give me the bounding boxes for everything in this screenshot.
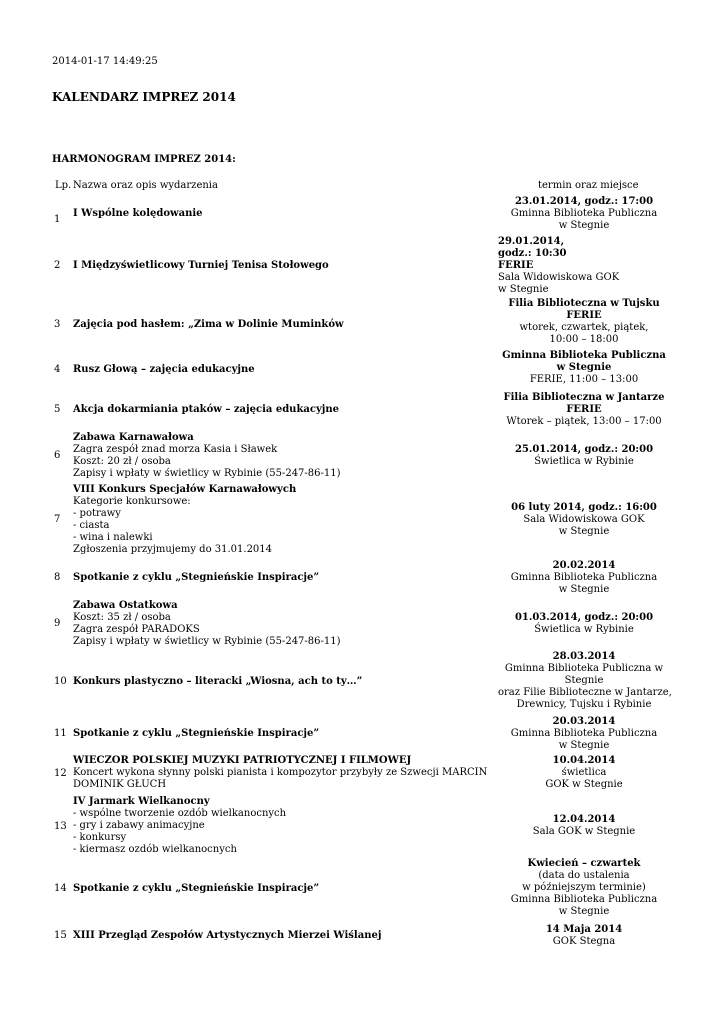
event-date-place-line: Sala Widowiskowa GOK <box>498 272 620 283</box>
event-date-place-line: Gminna Biblioteka Publiczna <box>510 894 658 905</box>
event-number: 3 <box>54 319 61 330</box>
event-date-place-line: w Stegnie <box>558 584 610 595</box>
event-description-line: Zagra zespół znad morza Kasia i Sławek <box>73 444 278 455</box>
event-date-place <box>498 814 670 838</box>
event-description-line: Zapisy i wpłaty w świetlicy w Rybinie (55-247-86-11) <box>73 636 341 647</box>
event-date-place <box>498 350 670 386</box>
event-number: 6 <box>54 450 61 461</box>
event-date-place-line: 20.02.2014 <box>552 560 616 571</box>
event-date-place-line: 01.03.2014, godz.: 20:00 <box>514 612 654 623</box>
event-number: 4 <box>54 364 61 375</box>
column-header-lp: Lp. <box>55 180 72 191</box>
event-description-line: Konkurs plastyczno – literacki „Wiosna, ach to ty…” <box>73 676 363 687</box>
event-date-place <box>498 924 670 948</box>
event-description-line: Zajęcia pod hasłem: „Zima w Dolinie Muminków <box>73 319 344 330</box>
event-date-place-line: 06 luty 2014, godz.: 16:00 <box>511 502 657 513</box>
event-description-line: Spotkanie z cyklu „Stegnieńskie Inspiracje” <box>73 728 320 739</box>
event-date-place-line: Gminna Biblioteka Publiczna <box>510 572 658 583</box>
event-date-place <box>498 392 670 428</box>
event-date-place-line: 28.03.2014 <box>552 651 616 662</box>
event-description-line: I Międzyświetlicowy Turniej Tenisa Stołowego <box>73 260 329 271</box>
section-title: HARMONOGRAM IMPREZ 2014: <box>52 154 236 165</box>
event-date-place <box>498 298 670 346</box>
event-date-place-line: Świetlica w Rybinie <box>534 624 634 635</box>
event-description <box>73 676 473 688</box>
event-date-place-line: 20.03.2014 <box>552 716 616 727</box>
event-date-place <box>498 858 670 918</box>
event-description <box>73 484 473 556</box>
event-date-place-line: GOK w Stegnie <box>545 779 623 790</box>
event-date-place-line: 29.01.2014, <box>498 236 565 247</box>
event-description-line: Zapisy i wpłaty w świetlicy w Rybinie (55-247-86-11) <box>73 468 341 479</box>
event-date-place-line: Gminna Biblioteka Publiczna <box>510 208 658 219</box>
print-timestamp: 2014-01-17 14:49:25 <box>52 56 158 67</box>
event-description <box>73 930 473 942</box>
event-number: 7 <box>54 514 61 525</box>
event-date-place <box>498 651 670 711</box>
event-date-place-line: Sala Widowiskowa GOK <box>523 514 645 525</box>
event-number: 8 <box>54 572 61 583</box>
event-date-place-line: Gminna Biblioteka Publiczna <box>510 728 658 739</box>
event-date-place-line: Filia Biblioteczna w Jantarze <box>503 392 665 403</box>
event-number: 12 <box>54 768 67 779</box>
event-date-place-line: Świetlica w Rybinie <box>534 456 634 467</box>
event-date-place-line: Wtorek – piątek, 13:00 – 17:00 <box>506 416 662 427</box>
event-date-place-line: FERIE <box>498 260 534 271</box>
event-date-place-line: Stegnie <box>564 675 604 686</box>
event-date-place-line: 12.04.2014 <box>552 814 616 825</box>
event-description-line: Spotkanie z cyklu „Stegnieńskie Inspiracje” <box>73 572 320 583</box>
event-date-place <box>498 612 670 636</box>
event-date-place-line: FERIE <box>566 404 602 415</box>
event-date-place <box>498 560 670 596</box>
event-date-place-line: Drewnicy, Tujsku i Rybinie <box>516 699 652 710</box>
event-date-place-line: oraz Filie Biblioteczne w Jantarze, <box>498 687 672 698</box>
event-description-line: Zabawa Karnawałowa <box>73 432 194 443</box>
event-description-line: Koszt: 20 zł / osoba <box>73 456 171 467</box>
event-description-line: XIII Przegląd Zespołów Artystycznych Mierzei Wiślanej <box>73 930 382 941</box>
event-date-place-line: 10:00 – 18:00 <box>549 334 619 345</box>
event-number: 10 <box>54 676 67 687</box>
event-description <box>73 432 473 480</box>
event-number: 11 <box>54 728 67 739</box>
event-number: 9 <box>54 618 61 629</box>
event-description-line: - gry i zabawy animacyjne <box>73 820 205 831</box>
event-description <box>73 572 473 584</box>
event-date-place-line: Gminna Biblioteka Publiczna w <box>504 663 664 674</box>
event-date-place-line: w Stegnie <box>558 906 610 917</box>
event-date-place-line: Kwiecień – czwartek <box>527 858 641 869</box>
event-date-place-line: 14 Maja 2014 <box>545 924 623 935</box>
event-description-line: IV Jarmark Wielkanocny <box>73 796 210 807</box>
event-date-place-line: godz.: 10:30 <box>498 248 567 259</box>
event-description <box>73 208 473 220</box>
event-date-place-line: w Stegnie <box>556 362 612 373</box>
column-header-term: termin oraz miejsce <box>538 180 639 191</box>
event-date-place-line: w późniejszym terminie) <box>522 882 646 893</box>
event-description-line: Kategorie konkursowe: <box>73 496 191 507</box>
event-date-place-line: FERIE, 11:00 – 13:00 <box>529 374 639 385</box>
event-description-line: WIECZOR POLSKIEJ MUZYKI PATRIOTYCZNEJ I FILMOWEJ <box>73 755 412 766</box>
event-date-place <box>498 444 670 468</box>
event-date-place-line: Filia Biblioteczna w Tujsku <box>508 298 660 309</box>
event-description <box>73 728 473 740</box>
page-title: KALENDARZ IMPREZ 2014 <box>52 90 236 104</box>
event-description-line: - wina i nalewki <box>73 532 153 543</box>
event-date-place-line: w Stegnie <box>498 284 549 295</box>
event-description-line: - kiermasz ozdób wielkanocnych <box>73 844 237 855</box>
event-description <box>73 364 473 376</box>
event-description-line: Akcja dokarmiania ptaków – zajęcia edukacyjne <box>73 404 340 415</box>
column-header-name: Nazwa oraz opis wydarzenia <box>73 180 218 191</box>
event-date-place-line: świetlica <box>561 767 607 778</box>
event-date-place-line: w Stegnie <box>558 220 610 231</box>
event-description-line: Spotkanie z cyklu „Stegnieńskie Inspiracje” <box>73 883 320 894</box>
event-description-line: DOMINIK GŁUCH <box>73 779 167 790</box>
event-description <box>73 796 473 856</box>
event-description-line: Zgłoszenia przyjmujemy do 31.01.2014 <box>73 544 273 555</box>
event-date-place-line: Sala GOK w Stegnie <box>532 826 636 837</box>
event-date-place <box>498 236 670 296</box>
event-description-line: I Wspólne kolędowanie <box>73 208 203 219</box>
event-description-line: Koszt: 35 zł / osoba <box>73 612 171 623</box>
event-description-line: Koncert wykona słynny polski pianista i kompozytor przybyły ze Szwecji MARCIN <box>73 767 488 778</box>
event-date-place <box>498 502 670 538</box>
event-description-line: Zabawa Ostatkowa <box>73 600 178 611</box>
event-description <box>73 883 473 895</box>
event-date-place-line: (data do ustalenia <box>538 870 630 881</box>
event-date-place <box>498 196 670 232</box>
event-number: 1 <box>54 214 61 225</box>
event-number: 15 <box>54 930 67 941</box>
event-description <box>73 319 473 331</box>
event-description-line: - potrawy <box>73 508 121 519</box>
event-number: 2 <box>54 260 61 271</box>
event-number: 14 <box>54 883 67 894</box>
event-description <box>73 404 473 416</box>
event-date-place-line: w Stegnie <box>558 526 610 537</box>
event-description-line: - wspólne tworzenie ozdób wielkanocnych <box>73 808 287 819</box>
event-date-place-line: w Stegnie <box>558 740 610 751</box>
event-date-place <box>498 755 670 791</box>
event-date-place-line: 10.04.2014 <box>552 755 616 766</box>
event-description-line: Zagra zespół PARADOKS <box>73 624 200 635</box>
event-number: 5 <box>54 404 61 415</box>
event-description-line: - ciasta <box>73 520 110 531</box>
event-number: 13 <box>54 821 67 832</box>
event-description-line: VIII Konkurs Specjałów Karnawałowych <box>73 484 297 495</box>
event-date-place-line: Gminna Biblioteka Publiczna <box>502 350 666 361</box>
event-date-place-line: 23.01.2014, godz.: 17:00 <box>514 196 654 207</box>
event-description <box>73 600 473 648</box>
event-description <box>73 755 488 791</box>
event-date-place-line: wtorek, czwartek, piątek, <box>519 322 649 333</box>
event-description <box>73 260 473 272</box>
event-description-line: - konkursy <box>73 832 127 843</box>
event-date-place-line: FERIE <box>566 310 602 321</box>
event-date-place-line: 25.01.2014, godz.: 20:00 <box>514 444 654 455</box>
event-description-line: Rusz Głową – zajęcia edukacyjne <box>73 364 255 375</box>
event-date-place-line: GOK Stegna <box>552 936 616 947</box>
event-date-place <box>498 716 670 752</box>
